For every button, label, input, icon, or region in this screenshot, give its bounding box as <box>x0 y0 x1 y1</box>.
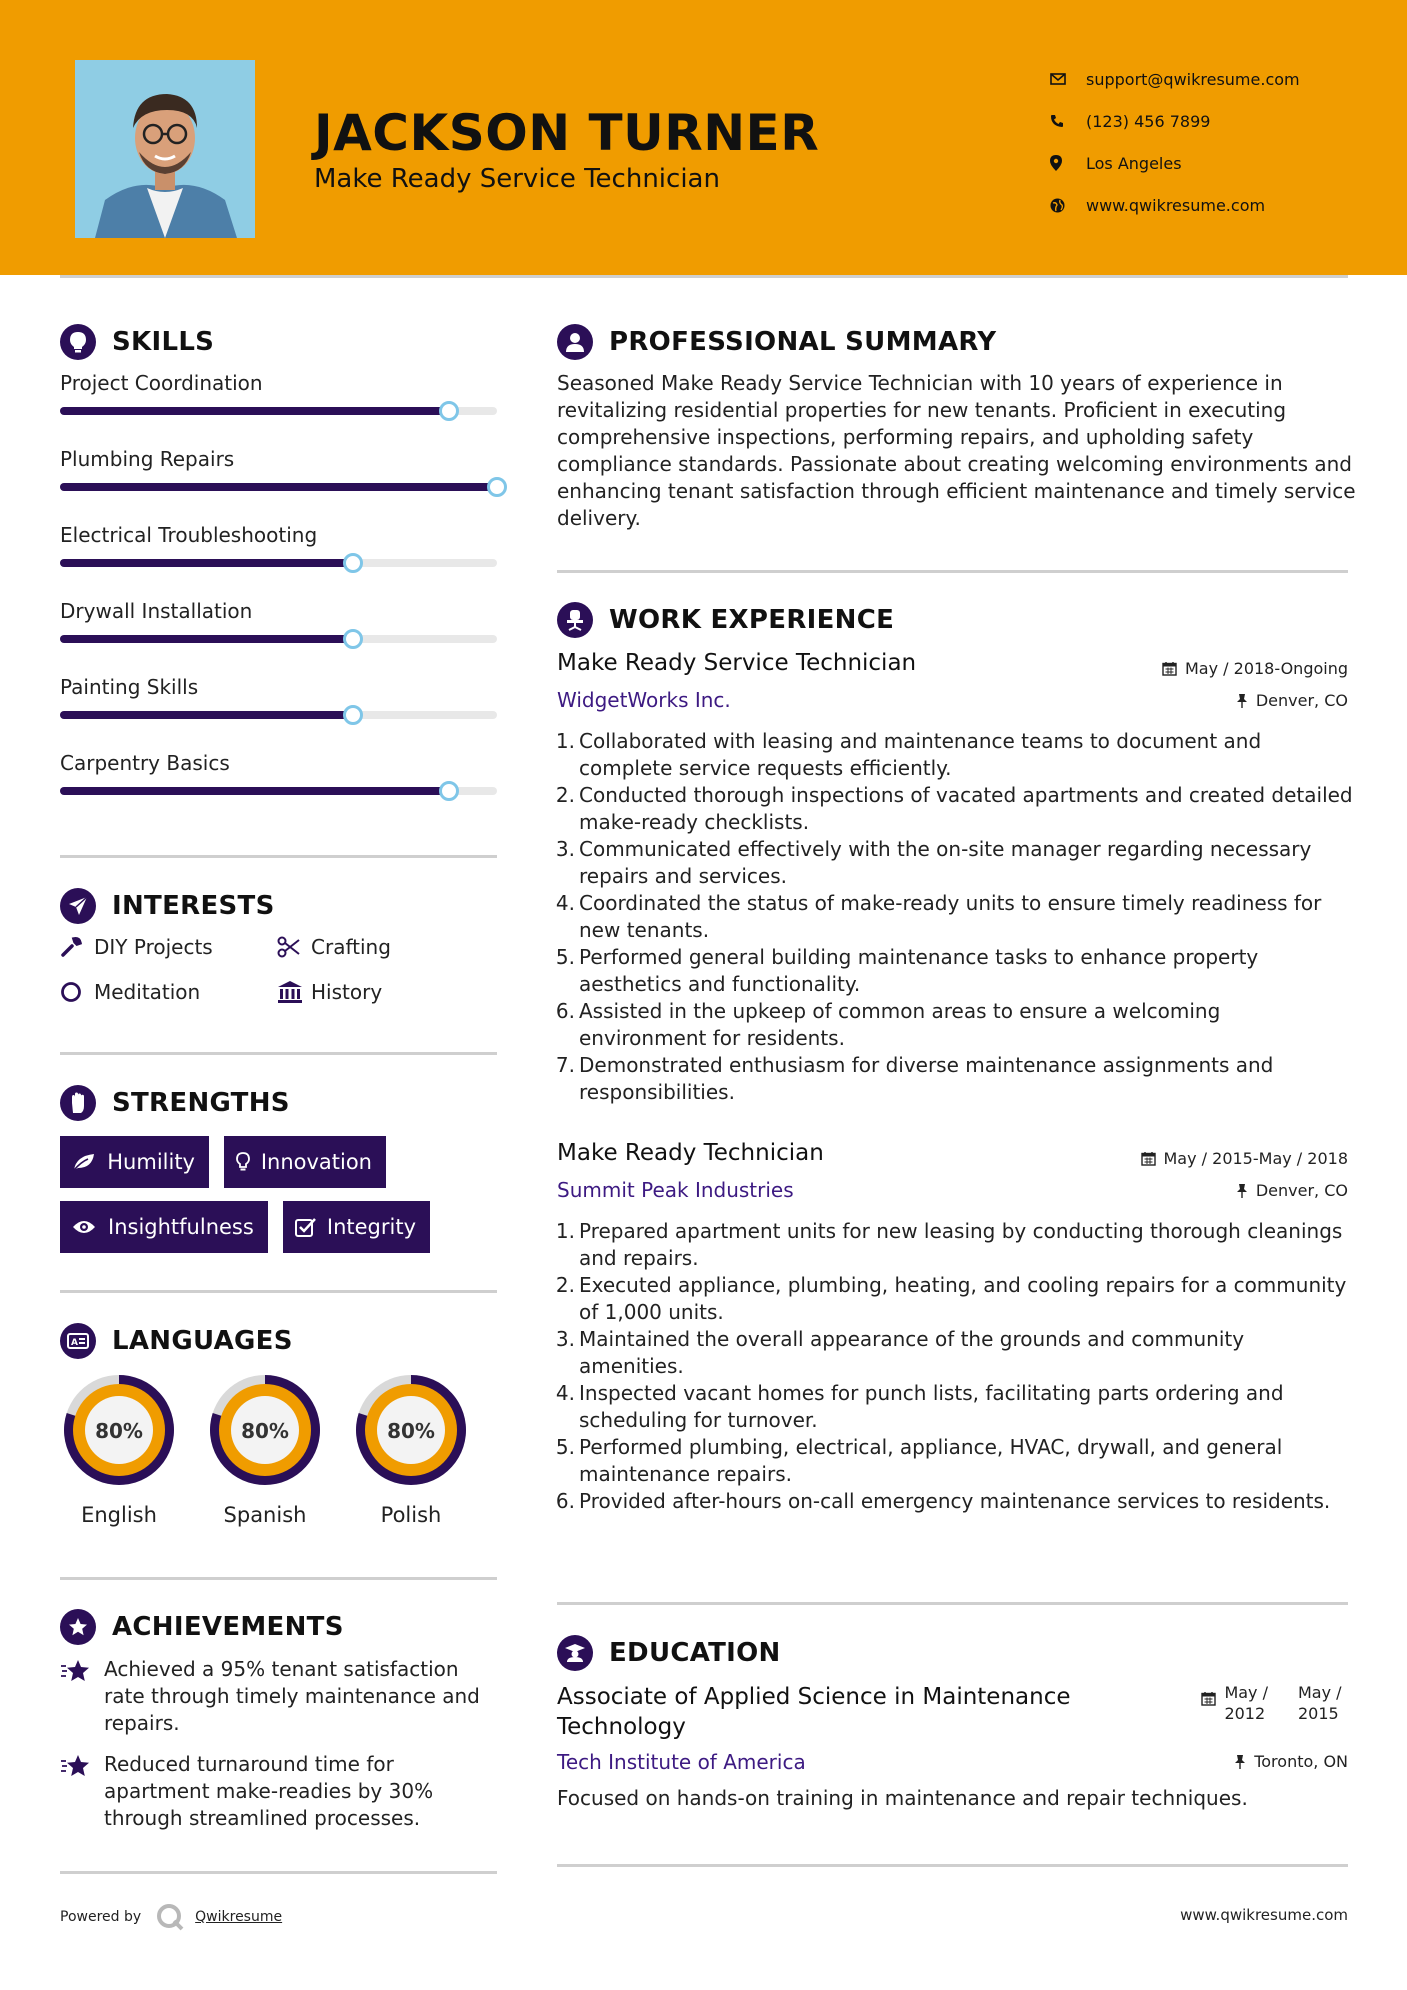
calendar-icon <box>1141 1151 1156 1166</box>
office-chair-icon <box>557 602 593 638</box>
contact-website[interactable] <box>1050 184 1300 226</box>
scissors-icon <box>277 936 311 958</box>
language-item <box>350 1369 472 1527</box>
list-item: 4. Coordinated the status of make-ready units to ensure timely readiness for new tenants. <box>555 891 1322 942</box>
languages-heading: A LANGUAGES <box>60 1323 293 1359</box>
section-divider <box>60 1577 497 1580</box>
qwikresume-logo-icon <box>155 1902 185 1932</box>
list-item: 7. Demonstrated enthusiasm for diverse maintenance assignments and responsibilities. <box>555 1053 1274 1104</box>
paper-plane-icon <box>60 888 96 924</box>
job-dates: May / 2015-May / 2018 <box>1141 1149 1349 1168</box>
svg-text:A: A <box>71 1338 78 1348</box>
interest-item: Crafting <box>277 935 391 959</box>
contact-website-text: www.qwikresume.com <box>1086 195 1266 215</box>
achievement-item: Achieved a 95% tenant satisfaction rate through timely maintenance and repairs. <box>60 1656 500 1737</box>
language-name: Spanish <box>223 1503 307 1527</box>
lightbulb-icon <box>60 324 96 360</box>
skill-name: Project Coordination <box>60 371 263 395</box>
qwikresume-link[interactable]: Qwikresume <box>195 1909 283 1925</box>
profile-photo <box>75 60 255 238</box>
phone-icon <box>1050 114 1086 128</box>
language-name: English <box>81 1503 157 1527</box>
language-donut <box>58 1369 180 1491</box>
language-item <box>58 1369 180 1527</box>
skill-bar <box>60 635 497 643</box>
pushpin-icon <box>1236 1183 1248 1198</box>
section-divider <box>557 1864 1348 1867</box>
list-item: 1. Prepared apartment units for new leasing by conducting thorough cleanings and repairs. <box>555 1219 1343 1270</box>
language-item <box>204 1369 326 1527</box>
skill-bar <box>60 559 497 567</box>
graduate-icon <box>557 1635 593 1671</box>
degree-title: Associate of Applied Science in Maintenance Technology <box>557 1684 1071 1740</box>
star-icon <box>60 1656 104 1737</box>
skill-bar-knob <box>343 629 363 649</box>
language-donut <box>204 1369 326 1491</box>
skill-bar-knob <box>439 781 459 801</box>
skill-item <box>60 371 497 395</box>
job-bullets <box>553 1218 1353 1515</box>
skill-name: Plumbing Repairs <box>60 447 235 471</box>
contact-email[interactable] <box>1050 58 1300 100</box>
powered-by: Powered by Qwikresume <box>60 1902 282 1932</box>
skill-bar-knob <box>343 705 363 725</box>
skill-item <box>60 523 497 547</box>
section-divider <box>557 1602 1348 1605</box>
skill-bar <box>60 711 497 719</box>
list-item: 5. Performed general building maintenance tasks to enhance property aesthetics and functionality. <box>555 945 1259 996</box>
contact-phone-text: (123) 456 7899 <box>1086 111 1211 131</box>
section-divider <box>60 1052 497 1055</box>
list-item: 3. Communicated effectively with the on-site manager regarding necessary repairs and services. <box>555 837 1312 888</box>
list-item: 2. Conducted thorough inspections of vacated apartments and created detailed make-ready checklists. <box>555 783 1353 834</box>
experience-heading: WORK EXPERIENCE <box>557 602 894 638</box>
contact-phone[interactable] <box>1050 100 1300 142</box>
job-bullets <box>553 728 1353 1106</box>
list-item: 2. Executed appliance, plumbing, heating, and cooling repairs for a community of 1,000 units. <box>555 1273 1347 1324</box>
skill-bar-knob <box>487 477 507 497</box>
education-heading: EDUCATION <box>557 1635 781 1671</box>
skill-item <box>60 447 497 471</box>
skill-name: Drywall Installation <box>60 599 253 623</box>
skill-bar-fill <box>60 407 449 415</box>
achievements-heading: ACHIEVEMENTS <box>60 1609 344 1645</box>
strengths-heading: STRENGTHS <box>60 1085 290 1121</box>
skill-item <box>60 675 497 699</box>
interests-heading: INTERESTS <box>60 888 275 924</box>
pushpin-icon <box>1236 693 1248 708</box>
skill-bar <box>60 407 497 415</box>
header-divider <box>60 275 1348 278</box>
language-icon <box>60 1323 96 1359</box>
language-percent: 80% <box>95 1419 143 1443</box>
language-percent: 80% <box>241 1419 289 1443</box>
job-location: Denver, CO <box>1236 691 1348 710</box>
eye-icon <box>72 1219 108 1235</box>
skill-bar-fill <box>60 635 353 643</box>
skill-bar-fill <box>60 483 497 491</box>
star-badge-icon <box>60 1609 96 1645</box>
globe-icon <box>1050 198 1086 213</box>
skill-bar-knob <box>343 553 363 573</box>
map-pin-icon <box>1050 155 1086 171</box>
skill-bar-fill <box>60 787 449 795</box>
strength-badge: Humility <box>60 1136 209 1188</box>
hand-icon <box>60 1085 96 1121</box>
section-divider <box>60 855 497 858</box>
user-icon <box>557 324 593 360</box>
list-item: 4. Inspected vacant homes for punch lists, facilitating parts ordering and scheduling for turnover. <box>555 1381 1284 1432</box>
skill-bar-knob <box>439 401 459 421</box>
list-item: 1. Collaborated with leasing and maintenance teams to document and complete service requests efficiently. <box>555 729 1262 780</box>
summary-heading: PROFESSIONAL SUMMARY <box>557 324 996 360</box>
lightbulb-icon <box>236 1152 261 1172</box>
candidate-name: JACKSON TURNER <box>314 104 820 162</box>
job-title: Make Ready Service Technician <box>557 650 917 676</box>
language-donut <box>350 1369 472 1491</box>
company-name: Summit Peak Industries <box>557 1178 794 1202</box>
contact-email-text: support@qwikresume.com <box>1086 69 1300 89</box>
museum-icon <box>277 980 311 1004</box>
resume-header <box>0 0 1407 275</box>
job-title: Make Ready Technician <box>557 1140 824 1166</box>
interest-item: DIY Projects <box>60 935 213 959</box>
skill-bar <box>60 483 497 491</box>
section-divider <box>557 570 1348 573</box>
calendar-icon <box>1201 1691 1216 1706</box>
education-description: Focused on hands-on training in maintenance and repair techniques. <box>557 1786 1248 1810</box>
contact-list <box>1050 58 1300 226</box>
skill-name: Electrical Troubleshooting <box>60 523 318 547</box>
job-location: Denver, CO <box>1236 1181 1348 1200</box>
leaf-icon <box>72 1152 107 1172</box>
company-name: WidgetWorks Inc. <box>557 688 731 712</box>
language-name: Polish <box>380 1503 442 1527</box>
checkbox-icon <box>295 1217 327 1237</box>
skill-name: Painting Skills <box>60 675 199 699</box>
skill-bar-fill <box>60 711 353 719</box>
star-icon <box>60 1751 104 1832</box>
candidate-title: Make Ready Service Technician <box>314 164 720 194</box>
pushpin-icon <box>1234 1754 1246 1769</box>
contact-location-text: Los Angeles <box>1086 153 1182 173</box>
education-location: Toronto, ON <box>1234 1752 1348 1771</box>
wrench-icon <box>60 936 94 958</box>
circle-icon <box>60 981 94 1003</box>
contact-location <box>1050 142 1300 184</box>
job-dates: May / 2018-Ongoing <box>1162 659 1348 678</box>
section-divider <box>60 1871 497 1874</box>
skill-item <box>60 599 497 623</box>
achievement-item: Reduced turnaround time for apartment make-readies by 30% through streamlined processes. <box>60 1751 500 1832</box>
skill-item <box>60 751 497 775</box>
footer-url[interactable]: www.qwikresume.com <box>1180 1906 1348 1924</box>
strength-badge: Integrity <box>283 1201 430 1253</box>
list-item: 5. Performed plumbing, electrical, appliance, HVAC, drywall, and general maintenance repairs. <box>555 1435 1283 1486</box>
skill-name: Carpentry Basics <box>60 751 230 775</box>
list-item: 3. Maintained the overall appearance of the grounds and community amenities. <box>555 1327 1245 1378</box>
list-item: 6. Provided after-hours on-call emergency maintenance services to residents. <box>555 1489 1331 1513</box>
skill-bar-fill <box>60 559 353 567</box>
interest-item: History <box>277 980 382 1004</box>
list-item: 6. Assisted in the upkeep of common areas to ensure a welcoming environment for residents. <box>555 999 1221 1050</box>
strength-badge: Innovation <box>224 1136 386 1188</box>
section-divider <box>60 1290 497 1293</box>
education-dates <box>1201 1682 1348 1724</box>
skill-bar <box>60 787 497 795</box>
summary-text: Seasoned Make Ready Service Technician with 10 years of experience in revitalizing residential properties for new tenants. Proficient in executing comprehensive inspections, performing repairs, and upholding safety compliance standards. Passionate about creating welcoming environments and enhancing tenant satisfaction through efficient maintenance and timely service delivery. <box>557 371 1356 530</box>
strength-badge: Insightfulness <box>60 1201 268 1253</box>
school-name: Tech Institute of America <box>557 1750 806 1774</box>
language-percent: 80% <box>387 1419 435 1443</box>
envelope-icon <box>1050 73 1086 85</box>
education-end: May / 2015 <box>1298 1683 1342 1723</box>
skills-heading: SKILLS <box>60 324 214 360</box>
calendar-icon <box>1162 661 1177 676</box>
interest-item: Meditation <box>60 980 200 1004</box>
education-start: May / 2012 <box>1224 1683 1268 1723</box>
